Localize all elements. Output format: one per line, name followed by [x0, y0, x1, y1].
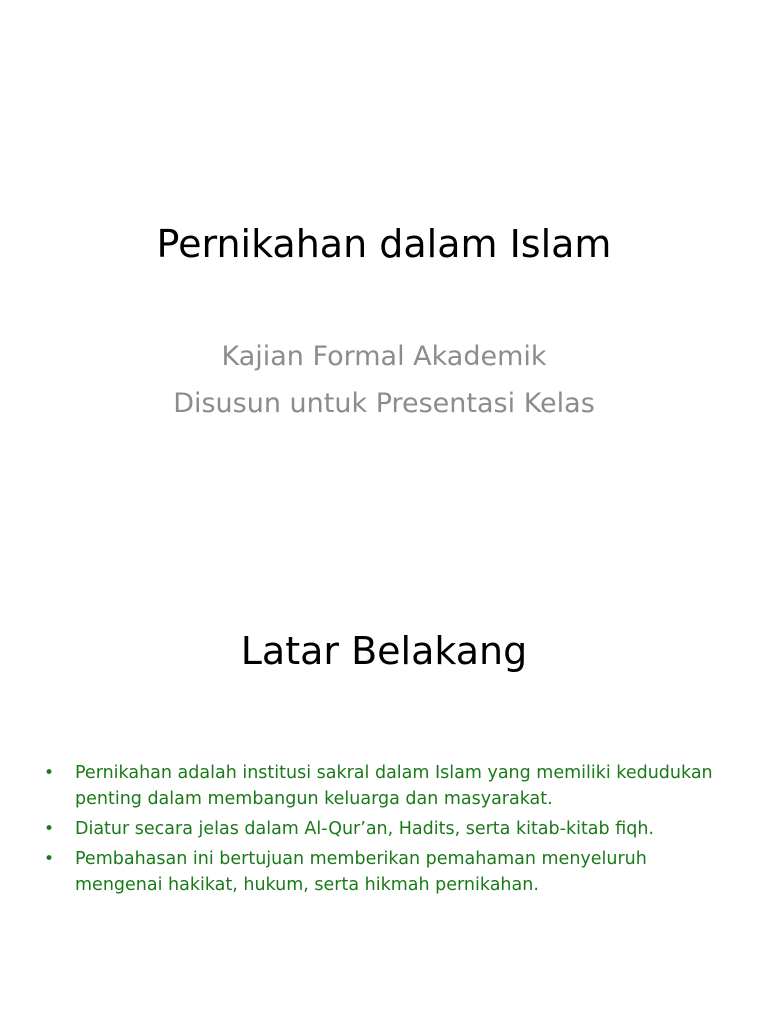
subtitle-line: Kajian Formal Akademik: [221, 341, 547, 372]
bullet-icon: •: [44, 819, 55, 839]
content-slide: [0, 512, 768, 1024]
slide-title: Pernikahan dalam Islam: [156, 222, 612, 266]
bullet-item: [44, 816, 714, 842]
bullet-item: [44, 760, 714, 812]
bullet-text: Diatur secara jelas dalam Al-Qur’an, Hadits, serta kitab-kitab fiqh.: [75, 819, 654, 839]
slide-subtitle: [0, 333, 768, 427]
section-title: Latar Belakang: [240, 629, 528, 673]
bullet-text: Pembahasan ini bertujuan memberikan pemahaman menyeluruh mengenai hakikat, hukum, serta hikmah pernikahan.: [75, 849, 647, 895]
bullet-icon: •: [44, 849, 55, 869]
bullet-item: [44, 846, 714, 898]
bullet-text: Pernikahan adalah institusi sakral dalam Islam yang memiliki kedudukan penting dalam membangun keluarga dan masyarakat.: [75, 763, 713, 809]
bullet-list: [44, 760, 714, 902]
subtitle-line: Disusun untuk Presentasi Kelas: [173, 388, 595, 419]
bullet-icon: •: [44, 763, 55, 783]
